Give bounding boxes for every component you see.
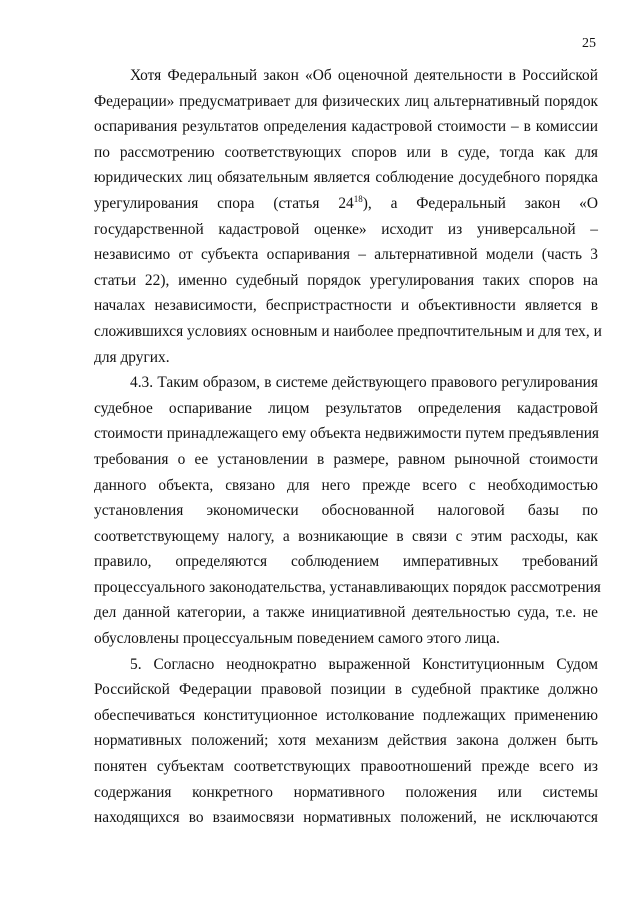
text-line: соответствующему налогу, а возникающие в связи с этим расходы, как xyxy=(94,527,598,545)
text-line: юридических лиц обязательным является соблюдение досудебного порядка xyxy=(94,169,598,187)
text-line: дел данной категории, а также инициативной деятельностью суда, т.е. не xyxy=(94,604,598,622)
footnote-reference: 18 xyxy=(353,193,363,204)
text-line: для других. xyxy=(94,348,170,366)
text-line: обусловлены процессуальным поведением самого этого лица. xyxy=(94,630,500,648)
paragraph-3 xyxy=(94,652,598,831)
text-line: оспаривания результатов определения кадастровой стоимости – в комиссии xyxy=(94,118,598,136)
text-line: судебное оспаривание лицом результатов определения кадастровой xyxy=(94,399,598,417)
text-line: понятен субъектам соответствующих правоотношений прежде всего из xyxy=(94,758,598,776)
text-line: нормативных положений; хотя механизм действия закона должен быть xyxy=(94,732,598,750)
text-line: государственной кадастровой оценке» исходит из универсальной – xyxy=(94,220,598,238)
text-line: стоимости принадлежащего ему объекта недвижимости путем предъявления xyxy=(94,425,600,443)
text-line: находящихся во взаимосвязи нормативных положений, не исключаются xyxy=(94,809,598,827)
text-line: Хотя Федеральный закон «Об оценочной деятельности в Российской xyxy=(130,67,598,84)
text-line: независимо от субъекта оспаривания – альтернативной модели (часть 3 xyxy=(94,246,598,264)
text-line-with-footnote xyxy=(94,191,598,217)
text-line: по рассмотрению соответствующих споров или в суде, тогда как для xyxy=(94,143,598,161)
document-body xyxy=(94,63,602,831)
paragraph-2 xyxy=(94,370,601,652)
text-fragment: ), а Федеральный закон «О xyxy=(362,194,598,212)
paragraph-1 xyxy=(94,63,602,370)
text-line: данного объекта, связано для него прежде всего с необходимостью xyxy=(94,476,598,494)
text-line: сложившихся условиях основным и наиболее предпочтительным и для тех, и xyxy=(94,322,602,340)
text-line: Федерации» предусматривает для физических лиц альтернативный порядок xyxy=(94,92,598,110)
text-line: процессуального законодательства, устанавливающих порядок рассмотрения xyxy=(94,578,601,596)
page-number: 25 xyxy=(582,36,596,51)
text-line: содержания конкретного нормативного положения или системы xyxy=(94,783,598,801)
text-line: правило, определяются соблюдением императивных требований xyxy=(94,553,598,571)
text-fragment: урегулирования спора (статья 24 xyxy=(94,194,354,212)
text-line: требования о ее установлении в размере, равном рыночной стоимости xyxy=(94,450,598,468)
text-line: обеспечиваться конституционное истолкование подлежащих применению xyxy=(94,706,598,724)
text-line: началах независимости, беспристрастности и объективности является в xyxy=(94,297,598,315)
text-line: статьи 22), именно судебный порядок урегулирования таких споров на xyxy=(94,271,598,289)
text-line: Российской Федерации правовой позиции в судебной практике должно xyxy=(94,681,598,699)
text-line: установления экономически обоснованной налоговой базы по xyxy=(94,502,598,520)
text-line: 5. Согласно неоднократно выраженной Конституционным Судом xyxy=(130,655,598,673)
text-line: 4.3. Таким образом, в системе действующего правового регулирования xyxy=(130,374,598,392)
